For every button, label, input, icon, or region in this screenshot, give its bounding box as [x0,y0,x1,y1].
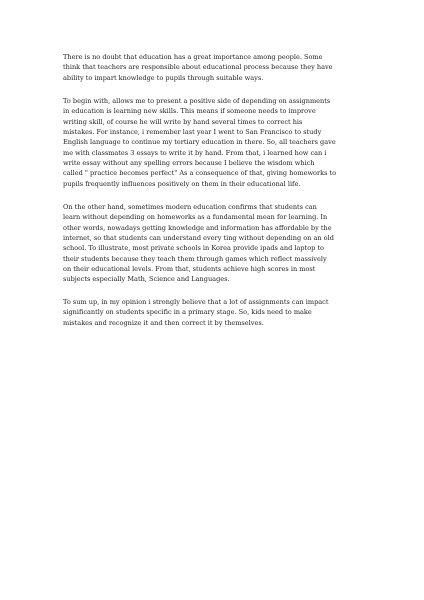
text-line: internet, so that students can understand every ting without depending on an old [63,234,334,243]
paragraph-conclusion [63,297,373,328]
text-line: There is no doubt that education has a great importance among people. Some [63,53,323,61]
paragraph-introduction [63,52,373,83]
text-line: writing skill, of course he will write by hand several times to correct his [63,117,303,126]
text-line: think that teachers are responsible about educational process because they have [63,63,333,72]
text-line: their students because they teach them through games which reflect massively [63,254,327,263]
text-line: English language to continue my tertiary education in there. So, all teachers gave [63,138,336,147]
text-line: subjects especially Math, Science and Languages. [63,275,230,284]
text-line: mistakes. For instance, i remember last year I went to San Francisco to study [63,128,322,137]
text-line: other words, nowadays getting knowledge and information has affordable by the [63,223,332,232]
paragraph-other-hand [63,202,373,285]
paragraph-positive-side [63,96,373,189]
text-line: me with classmates 3 essays to write it by hand. From that, i learned how can i [63,148,327,157]
text-line: learn without depending on homeworks as a fundamental mean for learning. In [63,213,328,222]
text-line: ability to impart knowledge to pupils through suitable ways. [63,73,264,82]
text-line: school. To illustrate, most private schools in Korea provide ipads and laptop to [63,244,324,253]
text-line: mistakes and recognize it and then correct it by themselves. [63,318,264,327]
text-line: pupils frequently influences positively on them in their educational life. [63,179,301,188]
text-line: on their educational levels. From that, students achieve high scores in most [63,265,316,274]
text-line: To begin with, allows me to present a positive side of depending on assignments [63,97,331,105]
text-line: On the other hand, sometimes modern education confirms that students can [63,203,317,211]
text-line: called " practice becomes perfect" As a consequence of that, giving homeworks to [63,169,337,178]
text-line: significantly on students specific in a primary stage. So, kids need to make [63,308,312,317]
text-line: in education is learning new skills. This means if someone needs to improve [63,107,316,116]
text-line: To sum up, in my opinion i strongly believe that a lot of assignments can impact [63,298,329,306]
text-line: write essay without any spelling errors because I believe the wisdom which [63,159,315,168]
